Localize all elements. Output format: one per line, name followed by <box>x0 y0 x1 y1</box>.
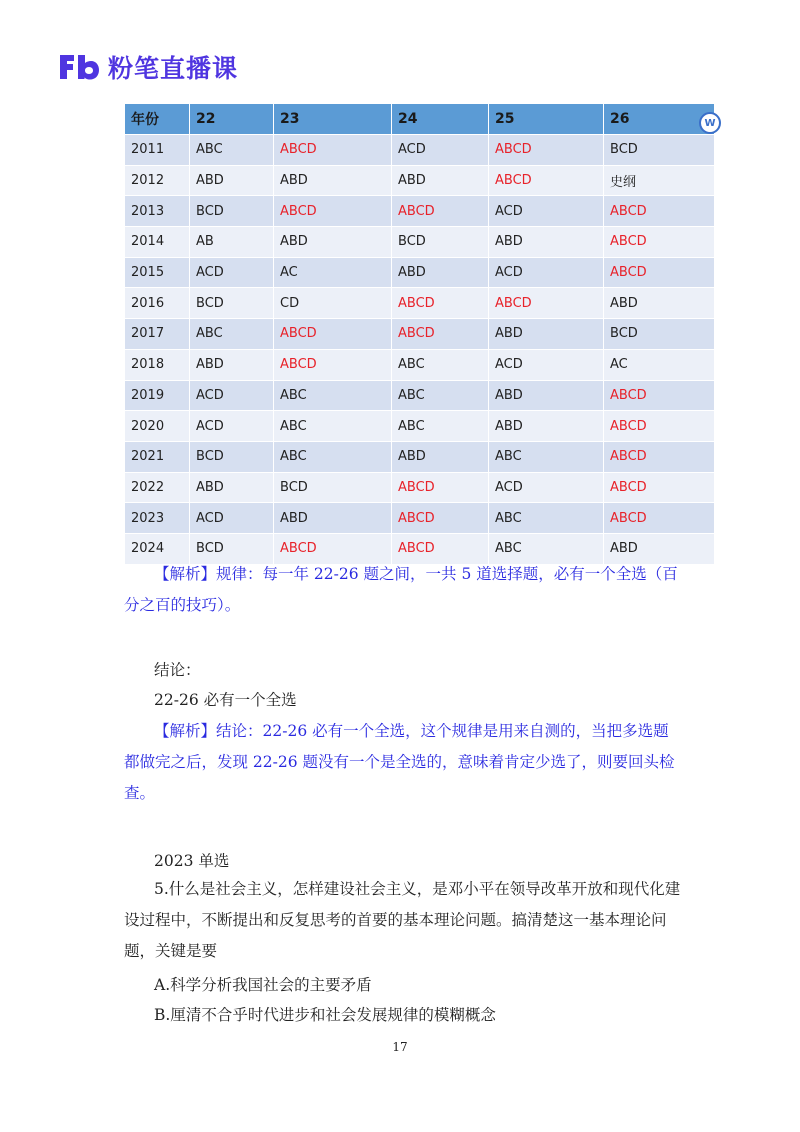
header-q22: 22 <box>190 104 274 135</box>
table-row <box>125 472 715 503</box>
answer-cell: ABCD <box>604 503 715 534</box>
year-cell: 2016 <box>125 288 190 319</box>
answer-cell: ABD <box>489 319 604 350</box>
answer-cell: ABCD <box>604 411 715 442</box>
year-cell: 2011 <box>125 135 190 166</box>
answer-cell: ABD <box>392 257 489 288</box>
conclusion-label: 结论： <box>154 661 201 679</box>
header-q25: 25 <box>489 104 604 135</box>
page-number: 17 <box>392 1040 408 1054</box>
year-cell: 2017 <box>125 319 190 350</box>
answer-cell: AB <box>190 227 274 258</box>
answer-cell: ABCD <box>392 472 489 503</box>
table-header-row <box>125 104 715 135</box>
answer-cell: ABCD <box>274 196 392 227</box>
answer-cell: ABCD <box>489 165 604 196</box>
answer-cell: ABC <box>489 533 604 563</box>
year-cell: 2023 <box>125 503 190 534</box>
answer-cell: ABC <box>489 503 604 534</box>
answer-cell: ABCD <box>489 135 604 166</box>
table-row <box>125 411 715 442</box>
table-row <box>125 165 715 196</box>
answer-cell: BCD <box>604 319 715 350</box>
answer-cell: BCD <box>190 533 274 563</box>
answer-cell: ABCD <box>274 135 392 166</box>
year-cell: 2020 <box>125 411 190 442</box>
answer-cell: ACD <box>190 257 274 288</box>
year-cell: 2022 <box>125 472 190 503</box>
section-title: 2023 单选 <box>154 852 230 870</box>
table-row <box>125 380 715 411</box>
question-text: 5.什么是社会主义，怎样建设社会主义，是邓小平在领导改革开放和现代化建设过程中，不断提出和反复思考的首要的基本理论问题。搞清楚这一基本理论问题，关键是要 <box>124 880 681 960</box>
conclusion-text: 22-26 必有一个全选 <box>154 691 297 709</box>
year-cell: 2018 <box>125 349 190 380</box>
answer-cell: ABD <box>190 472 274 503</box>
answer-cell: ABCD <box>489 288 604 319</box>
answer-cell: ACD <box>489 349 604 380</box>
answer-cell: ABD <box>274 503 392 534</box>
answer-cell: BCD <box>604 135 715 166</box>
answer-cell: ABC <box>392 349 489 380</box>
answer-cell: BCD <box>190 441 274 472</box>
answer-cell: ABCD <box>392 503 489 534</box>
answer-cell: ABD <box>489 227 604 258</box>
logo-text: 粉笔直播课 <box>108 54 239 83</box>
table-row <box>125 196 715 227</box>
answer-cell: ABC <box>274 411 392 442</box>
header-year: 年份 <box>125 104 190 135</box>
header-q23: 23 <box>274 104 392 135</box>
answer-cell: ABC <box>190 135 274 166</box>
header-q26: 26 <box>604 104 715 135</box>
answer-cell: ABC <box>274 441 392 472</box>
option-b: B.厘清不合乎时代进步和社会发展规律的模糊概念 <box>154 1006 496 1024</box>
answer-cell: ABD <box>392 441 489 472</box>
answer-cell: ABD <box>604 533 715 563</box>
option-a: A.科学分析我国社会的主要矛盾 <box>154 976 372 994</box>
answer-cell: ABD <box>489 411 604 442</box>
answer-cell: ACD <box>489 257 604 288</box>
answer-cell: BCD <box>190 196 274 227</box>
answer-cell: BCD <box>274 472 392 503</box>
answer-cell: CD <box>274 288 392 319</box>
answer-cell: AC <box>604 349 715 380</box>
year-cell: 2015 <box>125 257 190 288</box>
table-row <box>125 349 715 380</box>
word-badge-icon[interactable]: W <box>699 112 721 134</box>
answer-cell: ABC <box>392 411 489 442</box>
answer-cell: ABC <box>274 380 392 411</box>
answer-cell: ABCD <box>274 319 392 350</box>
year-cell: 2019 <box>125 380 190 411</box>
answer-cell: ABC <box>392 380 489 411</box>
fenbi-logo-icon <box>56 51 100 83</box>
answer-cell: ABC <box>489 441 604 472</box>
year-cell: 2021 <box>125 441 190 472</box>
answer-cell: 史纲 <box>604 165 715 196</box>
answer-cell: ACD <box>190 503 274 534</box>
header-q24: 24 <box>392 104 489 135</box>
answer-table-container <box>125 104 719 556</box>
answer-cell: ABD <box>604 288 715 319</box>
answer-cell: ACD <box>190 380 274 411</box>
answer-cell: ABCD <box>392 196 489 227</box>
year-cell: 2012 <box>125 165 190 196</box>
table-row <box>125 135 715 166</box>
table-row <box>125 288 715 319</box>
answer-table <box>125 104 715 564</box>
answer-cell: ABCD <box>604 441 715 472</box>
answer-cell: ABCD <box>274 533 392 563</box>
table-row <box>125 319 715 350</box>
answer-cell: ABCD <box>392 288 489 319</box>
answer-cell: ABD <box>190 165 274 196</box>
answer-cell: ACD <box>190 411 274 442</box>
answer-cell: ABD <box>274 227 392 258</box>
answer-cell: ABCD <box>604 227 715 258</box>
analysis-paragraph-1: 【解析】规律：每一年 22-26 题之间，一共 5 道选择题，必有一个全选（百分之百的技巧）。 <box>124 565 678 614</box>
answer-cell: ABCD <box>392 319 489 350</box>
table-row <box>125 503 715 534</box>
answer-cell: ABCD <box>604 257 715 288</box>
year-cell: 2014 <box>125 227 190 258</box>
answer-cell: ABD <box>392 165 489 196</box>
answer-cell: BCD <box>392 227 489 258</box>
answer-cell: ACD <box>489 196 604 227</box>
answer-cell: ABCD <box>274 349 392 380</box>
table-row <box>125 227 715 258</box>
answer-cell: ACD <box>392 135 489 166</box>
answer-cell: ABD <box>190 349 274 380</box>
answer-cell: ABC <box>190 319 274 350</box>
answer-cell: BCD <box>190 288 274 319</box>
table-row <box>125 441 715 472</box>
answer-cell: ABCD <box>392 533 489 563</box>
answer-cell: ABD <box>489 380 604 411</box>
year-cell: 2024 <box>125 533 190 563</box>
answer-cell: ACD <box>489 472 604 503</box>
table-row <box>125 257 715 288</box>
answer-cell: ABCD <box>604 380 715 411</box>
answer-cell: AC <box>274 257 392 288</box>
logo <box>56 50 238 84</box>
analysis-paragraph-2: 【解析】结论：22-26 必有一个全选，这个规律是用来自测的，当把多选题都做完之后，发现 22-26 题没有一个是全选的，意味着肯定少选了，则要回头检查。 <box>124 722 675 802</box>
year-cell: 2013 <box>125 196 190 227</box>
answer-cell: ABCD <box>604 196 715 227</box>
answer-cell: ABCD <box>604 472 715 503</box>
answer-cell: ABD <box>274 165 392 196</box>
